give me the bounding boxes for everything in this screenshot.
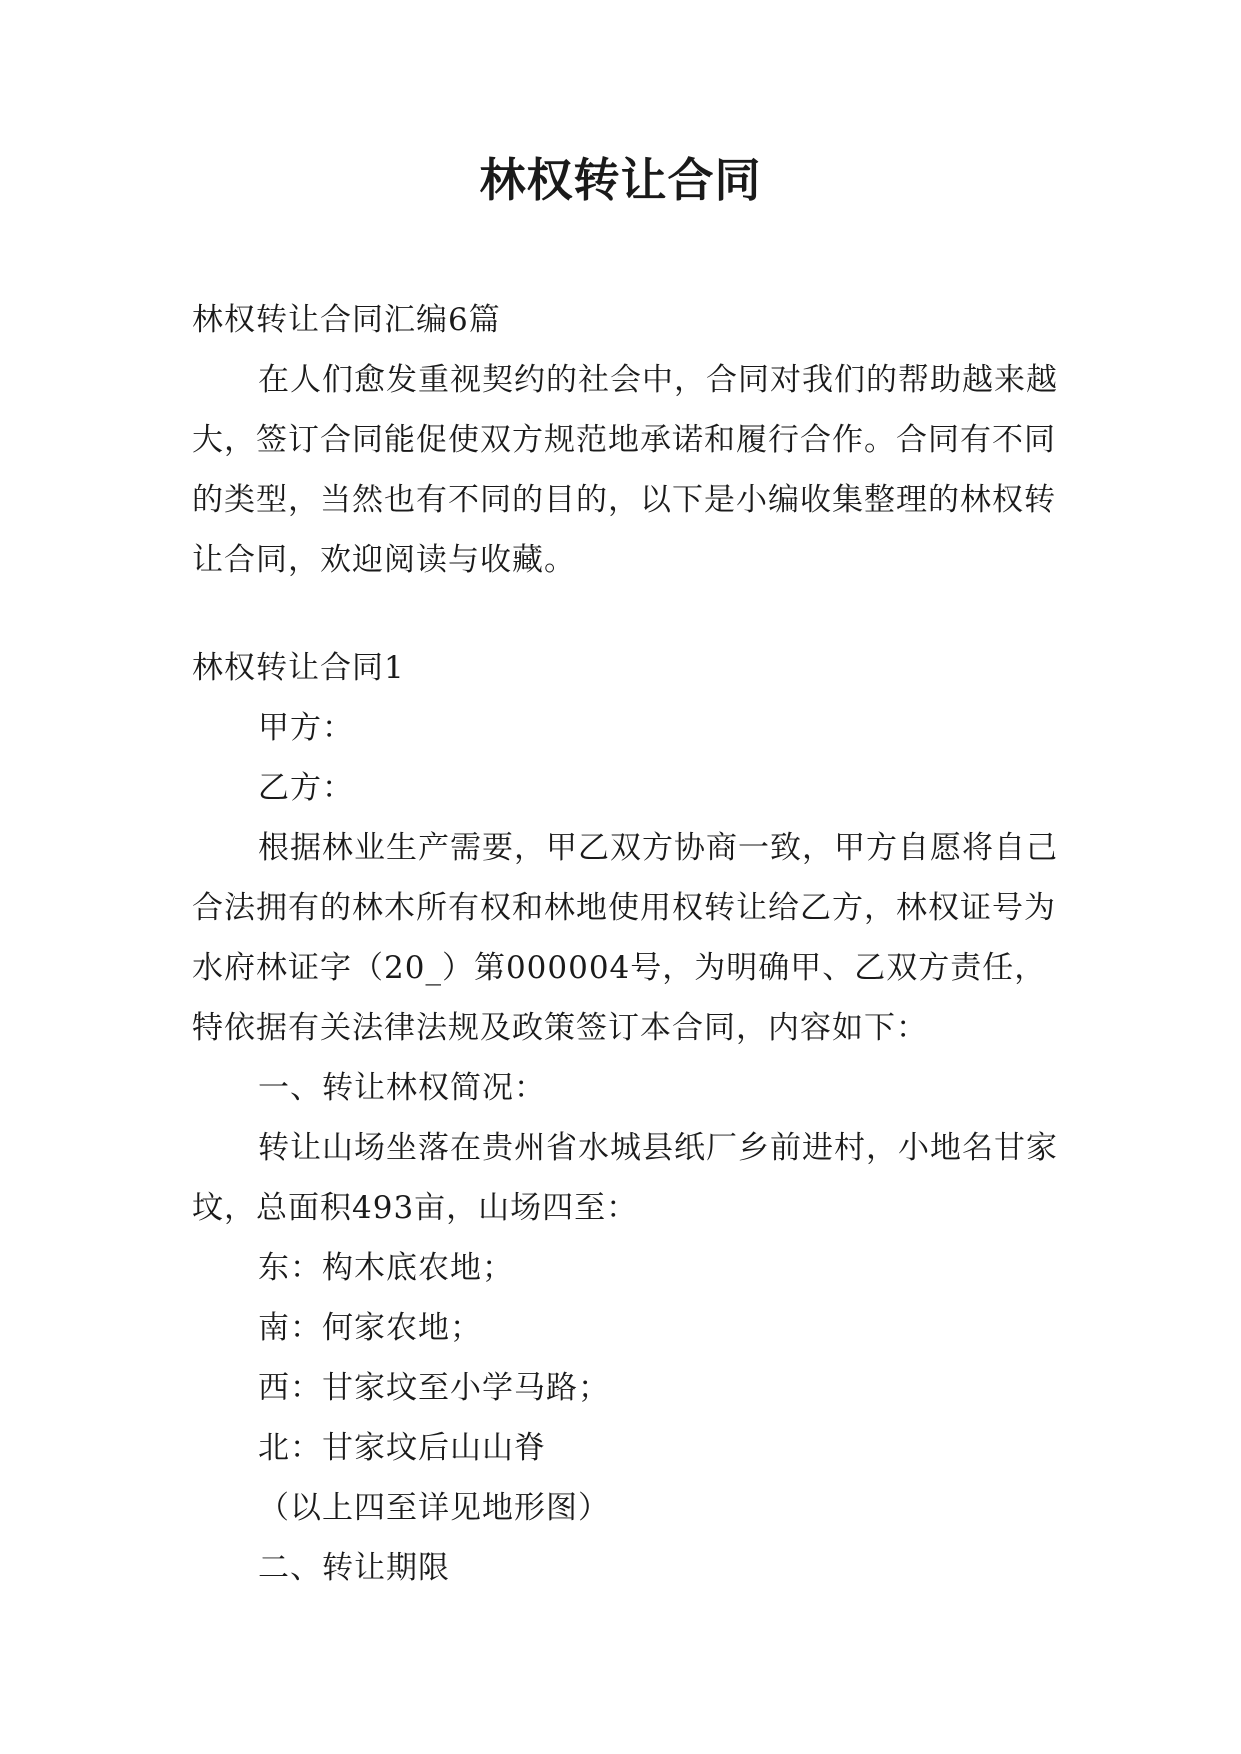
- location-paragraph: 转让山场坐落在贵州省水城县纸厂乡前进村，小地名甘家坟，总面积493亩，山场四至：: [192, 1130, 1058, 1226]
- boundary-note: （以上四至详见地形图）: [258, 1490, 610, 1526]
- boundary-north: 北：甘家坟后山山脊: [258, 1430, 546, 1466]
- intro-paragraph: 在人们愈发重视契约的社会中，合同对我们的帮助越来越大，签订合同能促使双方规范地承诺和履行合作。合同有不同的类型，当然也有不同的目的，以下是小编收集整理的林权转让合同，欢迎阅读与收藏。: [192, 362, 1058, 578]
- boundary-east: 东：构木底农地；: [258, 1250, 514, 1286]
- boundary-west: 西：甘家坟至小学马路；: [258, 1370, 610, 1406]
- section-gap: [192, 590, 1058, 638]
- section-heading: 林权转让合同1: [192, 650, 405, 686]
- clause-2-heading: 二、转让期限: [258, 1550, 450, 1586]
- document-body: [192, 290, 1058, 1598]
- basis-paragraph: 根据林业生产需要，甲乙双方协商一致，甲方自愿将自己合法拥有的林木所有权和林地使用权转让给乙方，林权证号为水府林证字（20_）第000004号，为明确甲、乙双方责任，特依据有关法律法规及政策签订本合同，内容如下：: [192, 830, 1058, 1046]
- party-b-label: 乙方：: [258, 770, 354, 806]
- boundary-south: 南：何家农地；: [258, 1310, 482, 1346]
- document-title: 林权转让合同: [479, 153, 762, 207]
- party-a-label: 甲方：: [258, 710, 354, 746]
- collection-title: 林权转让合同汇编6篇: [192, 302, 501, 338]
- clause-1-heading: 一、转让林权简况：: [258, 1070, 546, 1106]
